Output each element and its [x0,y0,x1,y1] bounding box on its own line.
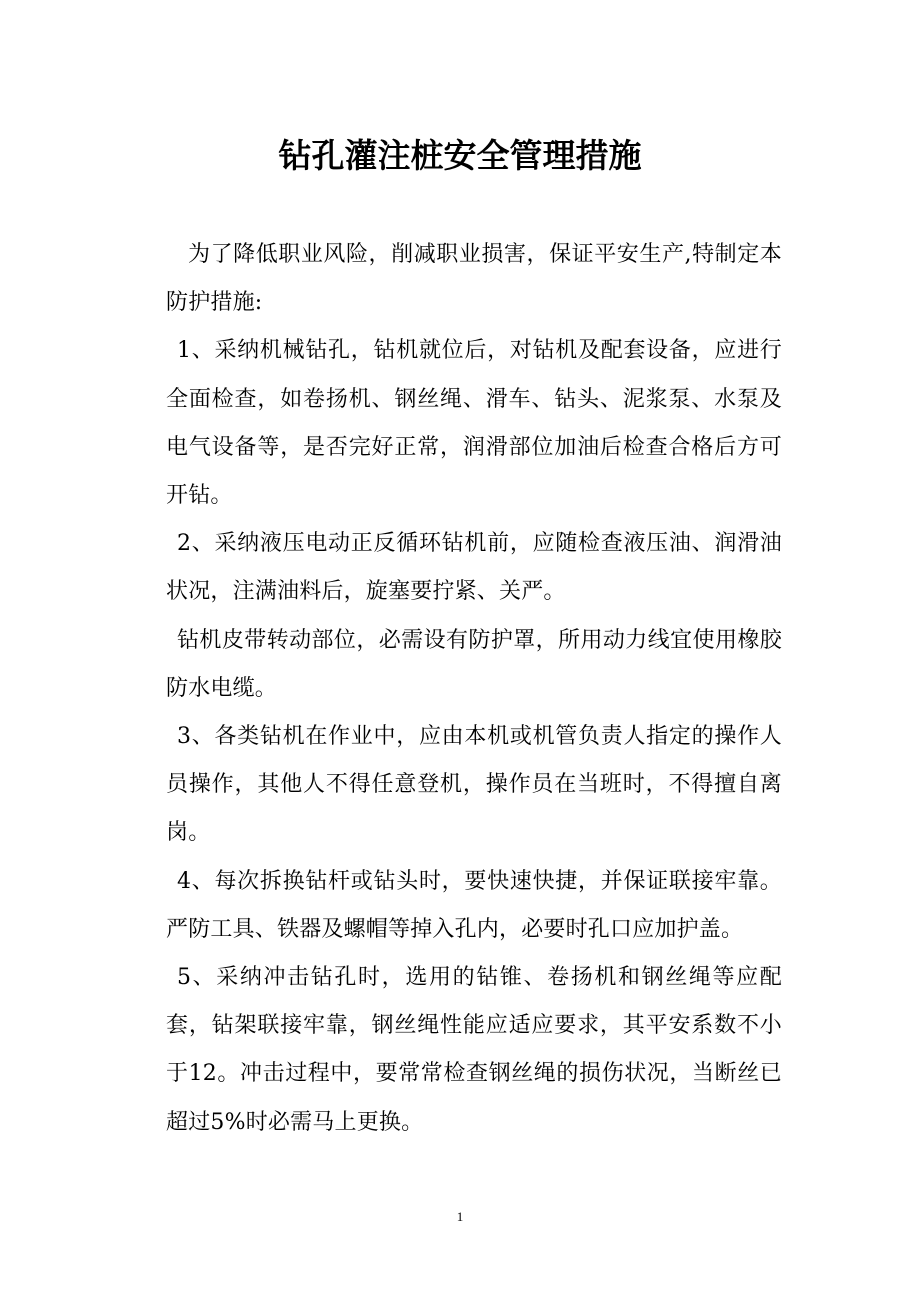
page-number: 1 [456,1209,464,1224]
item-4-paragraph: 4、每次拆换钻杆或钻头时，要快速快捷，并保证联接牢靠。严防工具、铁器及螺帽等掉入孔内，必要时孔口应加护盖。 [166,868,782,942]
item-3-paragraph: 3、各类钻机在作业中，应由本机或机管负责人指定的操作人员操作，其他人不得任意登机，操作员在当班时，不得擅自离岗。 [166,724,782,846]
document-body [166,231,782,1147]
intro-paragraph: 为了降低职业风险，削减职业损害，保证平安生产,特制定本防护措施: [166,242,782,316]
item-2-paragraph: 2、采纳液压电动正反循环钻机前，应随检查液压油、润滑油状况，注满油料后，旋塞要拧紧、关严。 [166,531,782,605]
belt-guard-paragraph: 钻机皮带转动部位，必需设有防护罩，所用动力线宜使用橡胶防水电缆。 [166,627,782,701]
item-1-paragraph: 1、采纳机械钻孔，钻机就位后，对钻机及配套设备，应进行全面检查，如卷扬机、钢丝绳、滑车、钻头、泥浆泵、水泵及电气设备等，是否完好正常，润滑部位加油后检查合格后方可开钻。 [166,338,782,509]
document-title: 钻孔灌注桩安全管理措施 [278,136,642,175]
item-5-paragraph: 5、采纳冲击钻孔时，选用的钻锥、卷扬机和钢丝绳等应配套，钻架联接牢靠，钢丝绳性能应适应要求，其平安系数不小于12。冲击过程中，要常常检查钢丝绳的损伤状况，当断丝已超过5%时必需马上更换。 [166,965,782,1135]
